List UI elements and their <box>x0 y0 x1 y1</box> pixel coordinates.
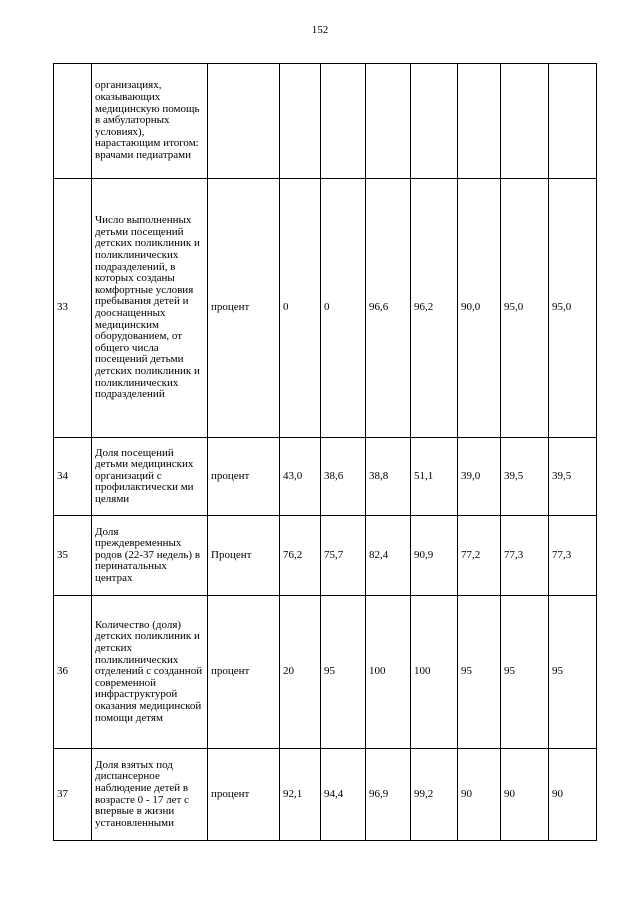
value-cell: 39,5 <box>549 438 597 516</box>
value-cell: 39,0 <box>458 438 501 516</box>
value-cell: 90,0 <box>458 179 501 438</box>
value-cell: 100 <box>411 596 458 749</box>
page-number: 152 <box>311 24 329 36</box>
value-cell <box>458 64 501 179</box>
indicator-name-cell: Число выполненных детьми посещений детских поликлиник и поликлинических подразделений, в которых созданы комфортные условия пребывания детей и дооснащенных медицинским оборудованием, от общего числа посещений детьми детских поликлиник и поликлинических подразделений <box>92 179 208 438</box>
table-row <box>54 516 597 596</box>
value-cell: 77,2 <box>458 516 501 596</box>
value-cell: 100 <box>366 596 411 749</box>
value-cell: 96,2 <box>411 179 458 438</box>
value-cell <box>411 64 458 179</box>
indicator-name-cell: Доля посещений детьми медицинских организаций с профилактически ми целями <box>92 438 208 516</box>
value-cell: 51,1 <box>411 438 458 516</box>
indicator-name-cell: Количество (доля) детских поликлиник и детских поликлинических отделений с созданной современной инфраструктурой оказания медицинской помощи детям <box>92 596 208 749</box>
value-cell: 38,6 <box>321 438 366 516</box>
table-row <box>54 179 597 438</box>
value-cell <box>321 64 366 179</box>
value-cell: 90,9 <box>411 516 458 596</box>
row-number-cell: 36 <box>54 596 92 749</box>
value-cell <box>549 64 597 179</box>
row-number-cell: 33 <box>54 179 92 438</box>
value-cell: 96,9 <box>366 749 411 841</box>
indicator-name-cell: Доля взятых под диспансерное наблюдение детей в возрасте 0 - 17 лет с впервые в жизни установленными <box>92 749 208 841</box>
unit-cell <box>208 64 280 179</box>
value-cell: 0 <box>280 179 321 438</box>
value-cell: 90 <box>458 749 501 841</box>
value-cell: 95 <box>501 596 549 749</box>
table-row <box>54 749 597 841</box>
value-cell: 76,2 <box>280 516 321 596</box>
unit-cell: процент <box>208 749 280 841</box>
value-cell <box>501 64 549 179</box>
value-cell: 95 <box>458 596 501 749</box>
value-cell: 95,0 <box>501 179 549 438</box>
value-cell: 43,0 <box>280 438 321 516</box>
value-cell: 95 <box>549 596 597 749</box>
value-cell: 95,0 <box>549 179 597 438</box>
value-cell: 20 <box>280 596 321 749</box>
value-cell: 92,1 <box>280 749 321 841</box>
value-cell: 39,5 <box>501 438 549 516</box>
unit-cell: процент <box>208 596 280 749</box>
table-row <box>54 438 597 516</box>
row-number-cell: 34 <box>54 438 92 516</box>
value-cell: 82,4 <box>366 516 411 596</box>
value-cell <box>280 64 321 179</box>
value-cell: 77,3 <box>549 516 597 596</box>
value-cell: 99,2 <box>411 749 458 841</box>
value-cell: 77,3 <box>501 516 549 596</box>
value-cell: 38,8 <box>366 438 411 516</box>
unit-cell: Процент <box>208 516 280 596</box>
value-cell <box>366 64 411 179</box>
row-number-cell: 37 <box>54 749 92 841</box>
indicators-table <box>53 63 597 841</box>
unit-cell: процент <box>208 179 280 438</box>
value-cell: 96,6 <box>366 179 411 438</box>
value-cell: 95 <box>321 596 366 749</box>
row-number-cell <box>54 64 92 179</box>
value-cell: 90 <box>501 749 549 841</box>
table-row <box>54 596 597 749</box>
indicator-name-cell: Доля преждевременных родов (22-37 недель) в перинатальных центрах <box>92 516 208 596</box>
value-cell: 94,4 <box>321 749 366 841</box>
row-number-cell: 35 <box>54 516 92 596</box>
unit-cell: процент <box>208 438 280 516</box>
value-cell: 0 <box>321 179 366 438</box>
indicator-name-cell: организациях, оказывающих медицинскую помощь в амбулаторных условиях), нарастающим итогом: врачами педиатрами <box>92 64 208 179</box>
table-row <box>54 64 597 179</box>
value-cell: 75,7 <box>321 516 366 596</box>
value-cell: 90 <box>549 749 597 841</box>
